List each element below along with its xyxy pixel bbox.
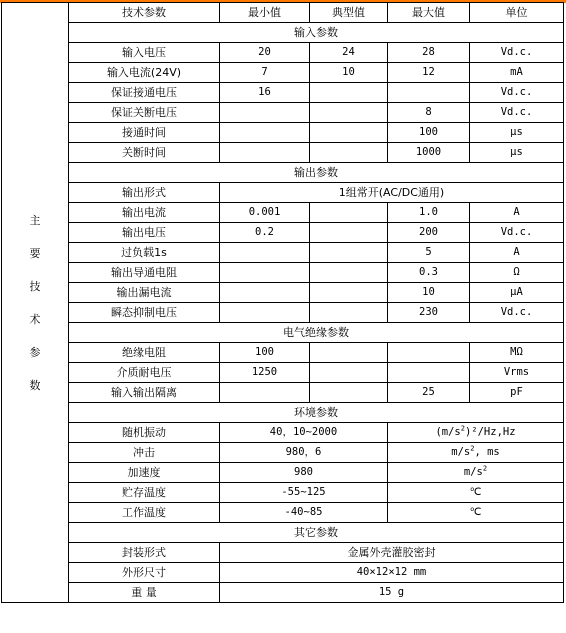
- table-row: [2, 63, 564, 83]
- table-row: [2, 563, 564, 583]
- max-value: [388, 343, 470, 363]
- typ-value: [310, 283, 388, 303]
- unit-pre: (m/s: [435, 426, 461, 438]
- param-name: 绝缘电阻: [69, 343, 220, 363]
- unit-pre: m/s: [451, 446, 471, 458]
- unit-value: Vd.c.: [470, 303, 564, 323]
- typ-value: [310, 143, 388, 163]
- header-row: [2, 3, 564, 23]
- section-title-input: 输入参数: [69, 23, 564, 43]
- unit-value: μs: [470, 123, 564, 143]
- unit-sup: 2: [470, 444, 475, 453]
- table-row: [2, 223, 564, 243]
- section-row-output: [2, 163, 564, 183]
- side-label: [2, 3, 69, 603]
- min-value: [220, 283, 310, 303]
- param-name: 输入电流(24V): [69, 63, 220, 83]
- table-row: [2, 423, 564, 443]
- table-row: [2, 383, 564, 403]
- max-value: 200: [388, 223, 470, 243]
- max-value: 1.0: [388, 203, 470, 223]
- typ-value: [310, 103, 388, 123]
- side-char: 参: [29, 345, 41, 359]
- typ-value: 24: [310, 43, 388, 63]
- unit-sup: 2: [460, 424, 465, 433]
- table-row: [2, 543, 564, 563]
- max-value: 1000: [388, 143, 470, 163]
- typ-value: [310, 263, 388, 283]
- other-value: 金属外壳灌胶密封: [220, 543, 564, 563]
- param-name: 保证关断电压: [69, 103, 220, 123]
- param-name: 关断时间: [69, 143, 220, 163]
- typ-value: [310, 123, 388, 143]
- unit-post: )²/Hz,Hz: [464, 426, 516, 438]
- other-value: 40×12×12 mm: [220, 563, 564, 583]
- unit-value: μs: [470, 143, 564, 163]
- param-name: 外形尺寸: [69, 563, 220, 583]
- param-name: 封装形式: [69, 543, 220, 563]
- spec-table: [1, 2, 564, 603]
- max-value: 230: [388, 303, 470, 323]
- header-unit: 单位: [470, 3, 564, 23]
- section-title-env: 环境参数: [69, 403, 564, 423]
- unit-value: A: [470, 203, 564, 223]
- min-value: 1250: [220, 363, 310, 383]
- table-row: [2, 263, 564, 283]
- table-row: [2, 443, 564, 463]
- table-row: [2, 303, 564, 323]
- param-name: 介质耐电压: [69, 363, 220, 383]
- other-value: 15 g: [220, 583, 564, 603]
- typ-value: [310, 363, 388, 383]
- header-min: 最小值: [220, 3, 310, 23]
- unit-pre: ℃: [469, 486, 482, 498]
- unit-value: Vd.c.: [470, 103, 564, 123]
- env-unit: [388, 443, 564, 463]
- param-name: 瞬态抑制电压: [69, 303, 220, 323]
- unit-sup: 2: [482, 464, 488, 473]
- param-name: 输出电压: [69, 223, 220, 243]
- max-value: 0.3: [388, 263, 470, 283]
- unit-pre: ℃: [469, 506, 482, 518]
- unit-pre: m/s: [463, 466, 483, 478]
- table-row: [2, 463, 564, 483]
- param-name: 输入输出隔离: [69, 383, 220, 403]
- min-value: [220, 103, 310, 123]
- min-value: [220, 383, 310, 403]
- max-value: 10: [388, 283, 470, 303]
- param-name: 输出电流: [69, 203, 220, 223]
- min-value: [220, 123, 310, 143]
- min-value: [220, 243, 310, 263]
- unit-value: Ω: [470, 263, 564, 283]
- param-name: 输出形式: [69, 183, 220, 203]
- side-char: 主: [29, 213, 41, 227]
- param-name: 输出漏电流: [69, 283, 220, 303]
- typ-value: [310, 383, 388, 403]
- env-value: 980: [220, 463, 388, 483]
- min-value: 7: [220, 63, 310, 83]
- table-row: [2, 43, 564, 63]
- unit-value: Vrms: [470, 363, 564, 383]
- section-title-insulation: 电气绝缘参数: [69, 323, 564, 343]
- section-row-input: [2, 23, 564, 43]
- max-value: 8: [388, 103, 470, 123]
- unit-value: pF: [470, 383, 564, 403]
- table-row: [2, 103, 564, 123]
- unit-value: μA: [470, 283, 564, 303]
- spec-table-container: [1, 2, 564, 603]
- side-char: 技: [29, 279, 41, 293]
- param-name: 过负载1s: [69, 243, 220, 263]
- env-unit: [388, 463, 564, 483]
- unit-value: Vd.c.: [470, 43, 564, 63]
- typ-value: 10: [310, 63, 388, 83]
- unit-post: , ms: [474, 446, 500, 458]
- table-row: [2, 83, 564, 103]
- max-value: 100: [388, 123, 470, 143]
- env-value: -55~125: [220, 483, 388, 503]
- param-name: 加速度: [69, 463, 220, 483]
- unit-value: Vd.c.: [470, 83, 564, 103]
- env-value: 40，10~2000: [220, 423, 388, 443]
- header-typ: 典型值: [310, 3, 388, 23]
- side-char: 术: [29, 312, 41, 326]
- table-row: [2, 123, 564, 143]
- env-value: 980，6: [220, 443, 388, 463]
- table-row: [2, 343, 564, 363]
- param-name: 输出导通电阻: [69, 263, 220, 283]
- min-value: [220, 303, 310, 323]
- max-value: 28: [388, 43, 470, 63]
- min-value: 0.001: [220, 203, 310, 223]
- typ-value: [310, 243, 388, 263]
- param-name: 冲击: [69, 443, 220, 463]
- env-unit: [388, 503, 564, 523]
- env-unit: [388, 423, 564, 443]
- env-unit: [388, 483, 564, 503]
- output-form-value: 1组常开(AC/DC通用): [220, 183, 564, 203]
- max-value: [388, 83, 470, 103]
- table-row: [2, 363, 564, 383]
- section-title-other: 其它参数: [69, 523, 564, 543]
- side-char: 要: [29, 246, 41, 260]
- table-row: [2, 203, 564, 223]
- max-value: [388, 363, 470, 383]
- typ-value: [310, 343, 388, 363]
- min-value: [220, 143, 310, 163]
- section-row-env: [2, 403, 564, 423]
- param-name: 随机振动: [69, 423, 220, 443]
- min-value: [220, 263, 310, 283]
- unit-value: Vd.c.: [470, 223, 564, 243]
- min-value: 16: [220, 83, 310, 103]
- table-row: [2, 503, 564, 523]
- table-row: [2, 583, 564, 603]
- min-value: 20: [220, 43, 310, 63]
- param-name: 重 量: [69, 583, 220, 603]
- typ-value: [310, 83, 388, 103]
- unit-value: MΩ: [470, 343, 564, 363]
- max-value: 25: [388, 383, 470, 403]
- param-name: 保证接通电压: [69, 83, 220, 103]
- header-param: 技术参数: [69, 3, 220, 23]
- table-row: [2, 183, 564, 203]
- param-name: 贮存温度: [69, 483, 220, 503]
- table-row: [2, 283, 564, 303]
- typ-value: [310, 303, 388, 323]
- min-value: 0.2: [220, 223, 310, 243]
- typ-value: [310, 203, 388, 223]
- param-name: 输入电压: [69, 43, 220, 63]
- header-max: 最大值: [388, 3, 470, 23]
- param-name: 工作温度: [69, 503, 220, 523]
- unit-value: A: [470, 243, 564, 263]
- section-row-insulation: [2, 323, 564, 343]
- env-value: -40~85: [220, 503, 388, 523]
- section-title-output: 输出参数: [69, 163, 564, 183]
- side-char: 数: [29, 378, 41, 392]
- section-row-other: [2, 523, 564, 543]
- param-name: 接通时间: [69, 123, 220, 143]
- table-row: [2, 143, 564, 163]
- max-value: 5: [388, 243, 470, 263]
- unit-value: mA: [470, 63, 564, 83]
- min-value: 100: [220, 343, 310, 363]
- table-row: [2, 483, 564, 503]
- table-row: [2, 243, 564, 263]
- typ-value: [310, 223, 388, 243]
- max-value: 12: [388, 63, 470, 83]
